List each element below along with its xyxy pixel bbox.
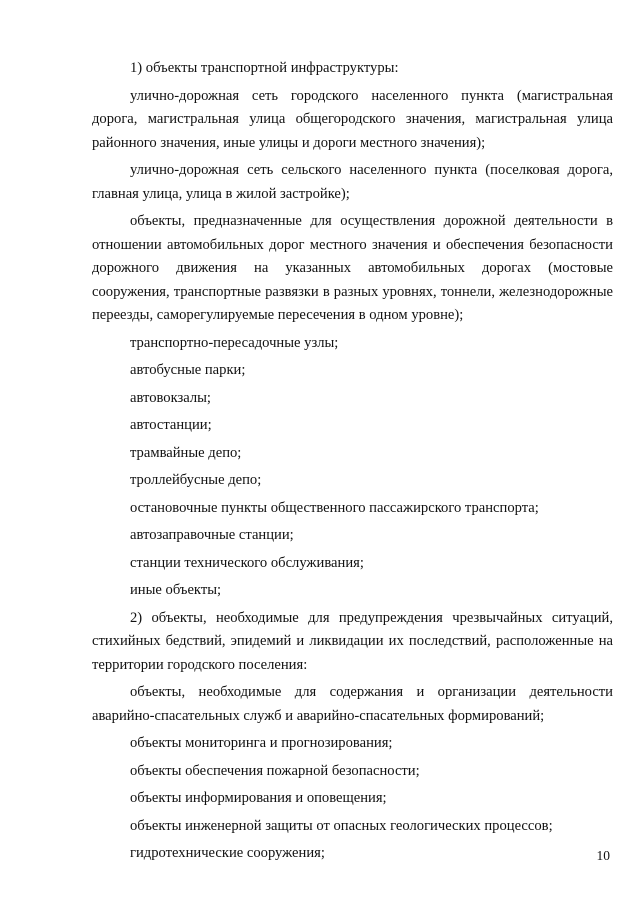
list-item: автостанции;	[130, 417, 212, 433]
list-item: транспортно-пересадочные узлы;	[130, 334, 339, 351]
list-item: гидротехнические сооружения;	[130, 845, 325, 861]
list-item: объекты инженерной защиты от опасных геологических процессов;	[130, 817, 553, 834]
document-body	[92, 57, 613, 866]
list-item: троллейбусные депо;	[130, 472, 262, 488]
paragraph-rural-road-network: улично-дорожная сеть сельского населенного пункта (поселковая дорога, главная улица, улица в жилой застройке);	[92, 162, 613, 202]
list-item: автозаправочные станции;	[130, 527, 294, 543]
paragraph-road-activity-objects: объекты, предназначенные для осуществления дорожной деятельности в отношении автомобильных дорог местного значения и обеспечения безопасности дорожного движения на указанных автомобильных дорогах (мостовые сооружения, транспортные развязки в разных уровнях, тоннели, железнодорожные переезды, саморегулируемые пересечения в одном уровне);	[92, 213, 613, 323]
list-item: объекты мониторинга и прогнозирования;	[130, 735, 393, 751]
paragraph-rescue-services: объекты, необходимые для содержания и организации деятельности аварийно-спасательных служб и аварийно-спасательных формирований;	[92, 684, 613, 724]
list-item: трамвайные депо;	[130, 444, 242, 461]
list-item: автовокзалы;	[130, 389, 211, 406]
list-item: иные объекты;	[130, 582, 222, 598]
section-heading-emergency: 2) объекты, необходимые для предупреждения чрезвычайных ситуаций, стихийных бедствий, эпидемий и ликвидации их последствий, расположенные на территории городского поселения:	[92, 609, 613, 673]
list-item: автобусные парки;	[130, 362, 246, 378]
section-heading-transport: 1) объекты транспортной инфраструктуры:	[130, 60, 399, 76]
list-item: объекты информирования и оповещения;	[130, 790, 387, 806]
page-number: 10	[596, 848, 610, 863]
list-item: объекты обеспечения пожарной безопасности;	[130, 762, 420, 779]
list-item: остановочные пункты общественного пассажирского транспорта;	[130, 499, 539, 516]
list-item: станции технического обслуживания;	[130, 554, 364, 571]
paragraph-urban-road-network: улично-дорожная сеть городского населенного пункта (магистральная дорога, магистральная улица общегородского значения, магистральная улица районного значения, иные улицы и дороги местного значения);	[92, 87, 613, 151]
